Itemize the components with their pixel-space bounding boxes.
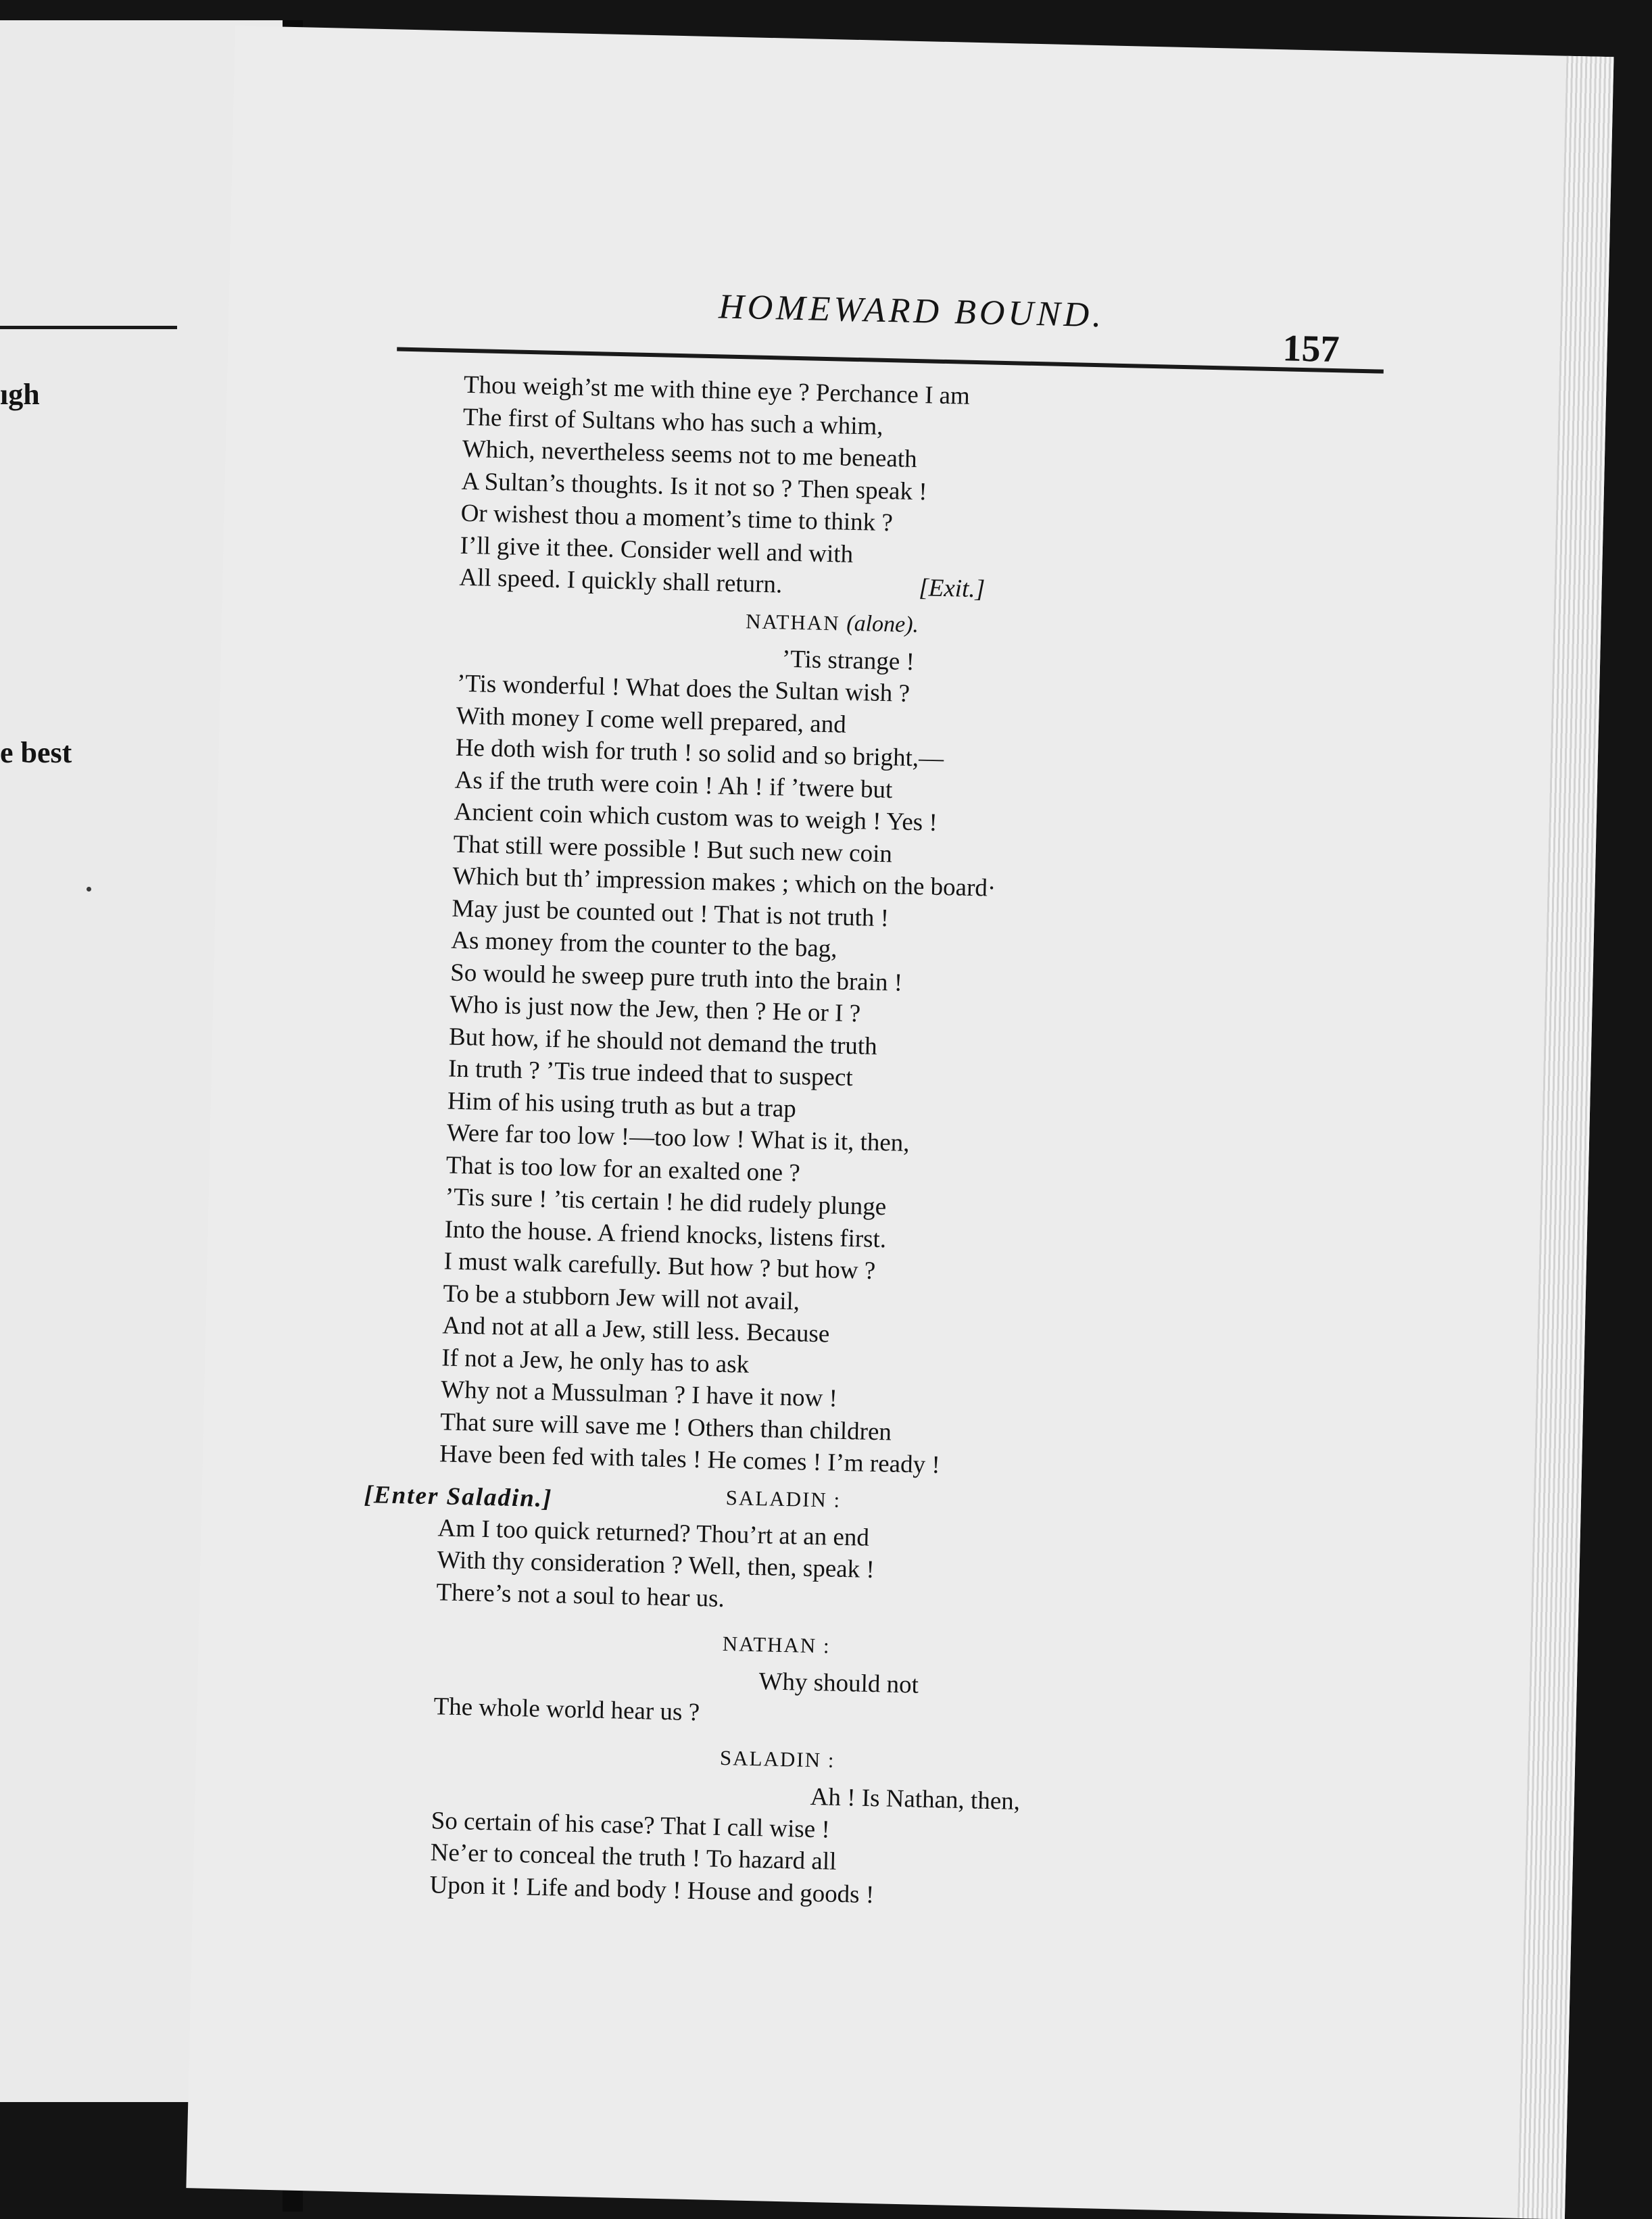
verse-line: But how, if he should not demand the truth [448,1023,878,1060]
speaker-note: (alone). [846,610,919,637]
verse-line: With money I come well prepared, and [456,702,847,739]
play-text [364,369,1424,1923]
verse-line: Which, nevertheless seems not to me beneath [462,435,918,474]
previous-page-rule [0,326,177,329]
verse-text: All speed. I quickly shall return. [459,563,783,599]
verse-line: Why not a Mussulman ? I have it now ! [440,1375,838,1413]
speaker-name: SALADIN : [725,1485,842,1512]
stage-direction-exit: [Exit.] [918,574,986,604]
verse-line: Or wishest thou a moment’s time to think ? [460,499,894,537]
verse-line: Ne’er to conceal the truth ! To hazard all [430,1838,837,1876]
verse-line: That still were possible ! But such new coin [453,830,893,868]
verse-line: ’Tis sure ! ’tis certain ! he did rudely plunge [445,1183,887,1221]
verse-line: Ancient coin which custom was to weigh ! Yes ! [454,798,938,837]
verse-line: Thou weigh’st me with thine eye ? Perchance I am [463,370,971,410]
paper-speck [87,887,91,892]
verse-line: Why should not [758,1667,919,1699]
verse-line: ’Tis wonderful ! What does the Sultan wish ? [456,669,910,708]
verse-line: Upon it ! Life and body ! House and goods ! [429,1870,875,1909]
book-page [186,26,1613,2219]
verse-line: May just be counted out ! That is not truth ! [451,894,890,932]
verse-line: Him of his using truth as but a trap [447,1087,797,1123]
verse-line: So would he sweep pure truth into the brain ! [450,958,903,997]
verse-line: That sure will save me ! Others than children [439,1407,892,1446]
speaker-name: SALADIN : [719,1745,835,1772]
verse-line: With thy consideration ? Well, then, speak ! [437,1546,875,1584]
verse-line: He doth wish for truth ! so solid and so bright,— [455,733,944,773]
page-number: 157 [1282,327,1340,371]
verse-line: Into the house. A friend knocks, listens first. [444,1215,887,1253]
speaker-name: NATHAN : [722,1631,831,1658]
speaker-name: NATHAN [745,608,841,635]
verse-line: As if the truth were coin ! Ah ! if ’twere but [454,766,893,804]
previous-page-fragment: e best [0,736,72,769]
verse-line: Who is just now the Jew, then ? He or I ? [449,990,861,1028]
verse-line: As money from the counter to the bag, [450,926,837,963]
verse-line: ’Tis strange ! [781,645,915,676]
verse-line: A Sultan’s thoughts. Is it not so ? Then speak ! [461,467,928,506]
page-edge [1517,56,1614,2219]
header-rule [397,347,1384,374]
verse-line: Which but th’ impression makes ; which on the board· [452,862,996,902]
verse-line: Were far too low !—too low ! What is it, then, [446,1119,910,1158]
verse-line: The first of Sultans who has such a whim, [462,403,883,441]
running-head: HOMEWARD BOUND. [718,287,1105,335]
previous-page-fragment: ıgh [0,378,40,411]
verse-line: To be a stubborn Jew will not avail, [443,1279,800,1315]
verse-line: I must walk carefully. But how ? but how ? [443,1247,876,1285]
stage-direction-enter: [Enter Saladin.] [364,1480,553,1513]
verse-line: There’s not a soul to hear us. [436,1578,725,1613]
verse-line: So certain of his case? That I call wise ! [431,1806,831,1844]
verse-line: The whole world hear us ? [433,1692,700,1726]
verse-line: Ah ! Is Nathan, then, [810,1782,1021,1816]
verse-line: If not a Jew, he only has to ask [441,1343,750,1379]
verse-line: That is too low for an exalted one ? [445,1151,801,1187]
verse-line: And not at all a Jew, still less. Because [441,1311,830,1348]
verse-line: I’ll give it thee. Consider well and with [460,531,854,568]
verse-line: Have been fed with tales ! He comes ! I’m ready ! [439,1440,941,1480]
verse-line: In truth ? ’Tis true indeed that to suspect [447,1054,854,1092]
verse-line: Am I too quick returned? Thou’rt at an end [437,1513,870,1552]
